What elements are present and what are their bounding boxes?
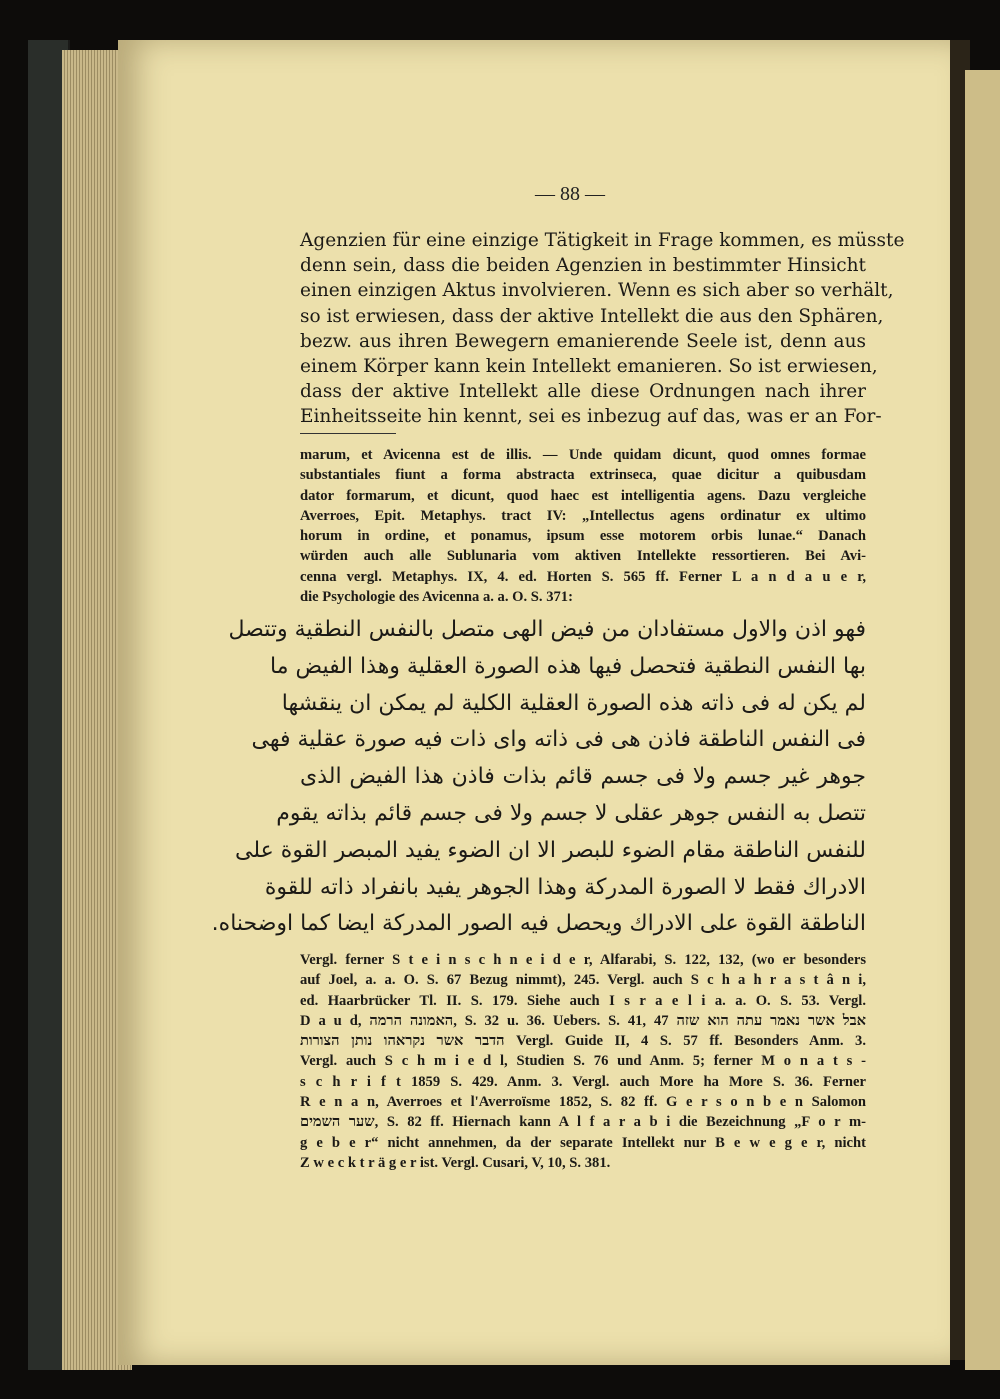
text-line: würden auch alle Sublunaria vom aktiven Intellekte ressortieren. Bei Avi- [300,548,866,565]
text-line: cenna vergl. Metaphys. IX, 4. ed. Horten S. 565 ff. Ferner L a n d a u e r, [300,568,866,585]
text-line: הדבר אשר נקראהו נותן הצורות Vergl. Guide II, 4 S. 57 ff. Besonders Anm. 3. [300,1033,866,1050]
text-line: للنفس الناطقة مقام الضوء للبصر الا ان الضوء يفيد المبصر القوة على [235,837,866,863]
footnote-references [300,950,866,1173]
text-line: horum in ordine, et ponamus, ipsum esse motorem orbis lunae.“ Danach [300,528,866,545]
footnote-latin [300,445,866,607]
text-line: فهو اذن والاول مستفادان من فيض الهى متصل بالنفس النطقية وتتصل [228,617,866,642]
text-line: denn sein, dass die beiden Agenzien in bestimmter Hinsicht [300,255,866,277]
footnote-rule [300,433,396,434]
text-line: g e b e r“ nicht annehmen, da der separate Intellekt nur B e w e g e r, nicht [300,1134,866,1151]
facing-page-edge [965,70,1000,1370]
text-line: so ist erwiesen, dass der aktive Intellekt die aus den Sphären, [300,305,884,327]
text-line: auf Joel, a. a. O. S. 67 Bezug nimmt), 245. Vergl. auch S c h a h r a s t â n i, [300,972,866,989]
text-line: bezw. aus ihren Bewegern emanierende Seele ist, denn aus [300,330,866,352]
text-line: שער השמים, S. 82 ff. Hiernach kann A l f a r a b i die Bezeichnung „F o r m- [300,1114,866,1131]
text-line: Averroes, Epit. Metaphys. tract IV: „Intellectus agens ordinatur ex ultimo [300,507,866,524]
page-number: — 88 — [535,183,605,205]
text-line: Einheitsseite hin kennt, sei es inbezug auf das, was er an For- [300,406,882,428]
text-line: substantiales fiunt a forma abstracta extrinseca, quae dicitur a quibusdam [300,467,866,484]
text-line: الادراك فقط لا الصورة المدركة وهذا الجوهر يفيد بانفراد ذاته للقوة [264,874,866,900]
text-line: D a u d, האמונה הרמה, S. 32 u. 36. Uebers. S. 41, 47 אבל אשר נאמר עתה הוא שזה [300,1012,866,1029]
text-line: ed. Haarbrücker Tl. II. S. 179. Siehe auch I s r a e l i a. a. O. S. 53. Vergl. [300,992,866,1009]
text-line: s c h r i f t 1859 S. 429. Anm. 3. Vergl. auch More ha More S. 36. Ferner [300,1073,866,1090]
text-line: Vergl. ferner S t e i n s c h n e i d e r, Alfarabi, S. 122, 132, (wo er besonders [300,952,866,968]
text-line: dator formarum, et dicunt, quod haec est intelligentia agens. Dazu vergleiche [300,487,866,504]
text-line: الناطقة القوة على الادراك ويحصل فيه الصور المدركة ايضا كما اوضحناه. [211,911,866,937]
text-line: جوهر غير جسم ولا فى جسم قائم بذات فاذن هذا الفيض الذى [300,764,866,790]
text-line: بها النفس النطقية فتحصل فيها هذه الصورة العقلية وهذا الفيض ما [270,653,866,679]
text-line: die Psychologie des Avicenna a. a. O. S. 371: [300,589,573,606]
text-line: تتصل به النفس جوهر عقلى لا جسم ولا فى جسم قائم بذاته يقوم [276,800,866,826]
text-line: فى النفس الناطقة فاذن هى فى ذاته واى ذات فيه صورة عقلية فهى [251,727,866,753]
text-line: Agenzien für eine einzige Tätigkeit in Frage kommen, es müsste [300,230,905,251]
text-line: einem Körper kann kein Intellekt emanieren. So ist erwiesen, [300,356,878,378]
text-line: einen einzigen Aktus involvieren. Wenn es sich aber so verhält, [300,280,894,302]
text-line: Z w e c k t r ä g e r ist. Vergl. Cusari, V, 10, S. 381. [300,1154,611,1171]
text-line: R e n a n, Averroes et l'Averroïsme 1852, S. 82 ff. G e r s o n b e n Salomon [300,1094,866,1111]
arabic-quotation [211,612,866,943]
text-line: Vergl. auch S c h m i e d l, Studien S. 76 und Anm. 5; ferner M o n a t s - [300,1053,866,1070]
main-text [300,228,905,430]
text-line: dass der aktive Intellekt alle diese Ordnungen nach ihrer [300,381,866,403]
text-line: marum, et Avicenna est de illis. — Unde quidam dicunt, quod omnes formae [300,447,866,463]
text-line: لم يكن له فى ذاته هذه الصورة العقلية الكلية لم يمكن ان ينقشها [281,690,866,716]
